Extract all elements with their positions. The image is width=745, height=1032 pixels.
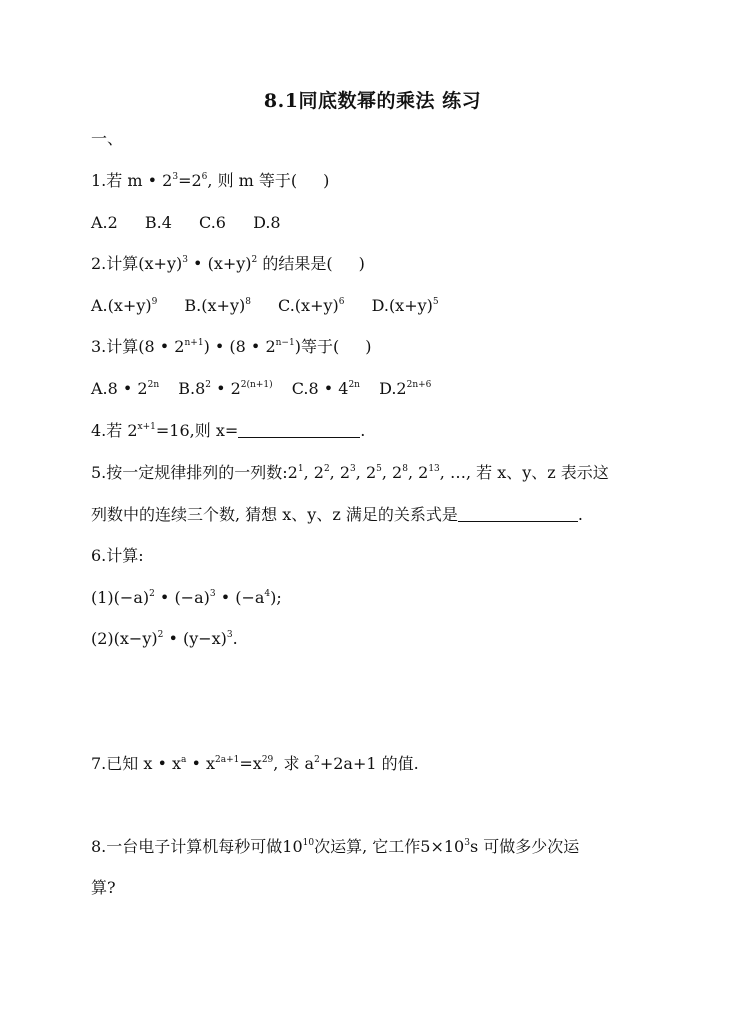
question-1: 1.若 m • $2^3=2^6$, 则 m 等于( ) <box>91 171 330 190</box>
option-b: $B.8^2$ • $2^{2(n+1)}$ <box>178 379 273 398</box>
question-5-line-2: 列数中的连续三个数, 猜想 x、y、z 满足的关系式是 . <box>91 505 583 524</box>
section-label: 一、 <box>91 129 124 148</box>
question-2-options <box>91 295 439 317</box>
option-d: $D.(x+y)^5$ <box>371 296 439 315</box>
question-2: 2.计算$(x+y)^3$ • $(x+y)^2$ 的结果是( ) <box>91 254 365 273</box>
option-d: $D.2^{2n+6}$ <box>379 379 432 398</box>
option-a: A.2 <box>91 213 118 232</box>
option-b: $B.(x+y)^8$ <box>184 296 251 315</box>
question-8-line-1: 8.一台电子计算机每秒可做$10^{10}$次运算, 它工作$5\times 10^3s$ 可做多少次运 <box>91 837 580 856</box>
question-3-options <box>91 378 431 400</box>
question-3: 3.计算(8 • $2^{n+1}$) • (8 • $2^{n-1}$)等于( ) <box>91 337 372 356</box>
option-c: C.6 <box>199 213 226 232</box>
answer-blank[interactable] <box>238 421 360 438</box>
question-4: 4.若 $2^{x+1}=16$,则 x= . <box>91 421 366 440</box>
question-6-part-1: $(1)(-a)^2$ • $(-a)^3$ • $(-a^4)$; <box>91 588 282 607</box>
option-d: D.8 <box>253 213 281 232</box>
option-b: B.4 <box>144 213 172 232</box>
answer-blank[interactable] <box>458 505 578 522</box>
question-1-options <box>91 212 281 234</box>
option-c: C.8 • $4^{2n}$ <box>291 379 360 398</box>
question-6: 6.计算: <box>91 546 144 565</box>
option-a: A.8 • $2^{2n}$ <box>91 379 160 398</box>
question-5-line-1: 5.按一定规律排列的一列数$:2^1$, $2^2$, $2^3$, $2^5$, $2^8$, $2^{13}$, …, 若 x、y、z 表示这 <box>91 463 609 482</box>
question-7: 7.已知 x • $x^a$ • $x^{2a+1}=x^{29}$, 求 $a^2+2a+1$ 的值. <box>91 754 419 773</box>
option-a: $A.(x+y)^9$ <box>91 296 158 315</box>
option-c: $C.(x+y)^6$ <box>278 296 345 315</box>
question-6-part-2: $(2)(x-y)^2$ • $(y-x)^3$. <box>91 629 238 648</box>
page-title: 8.1同底数幂的乘法 练习 <box>263 90 482 112</box>
question-8-line-2: 算? <box>91 878 116 897</box>
